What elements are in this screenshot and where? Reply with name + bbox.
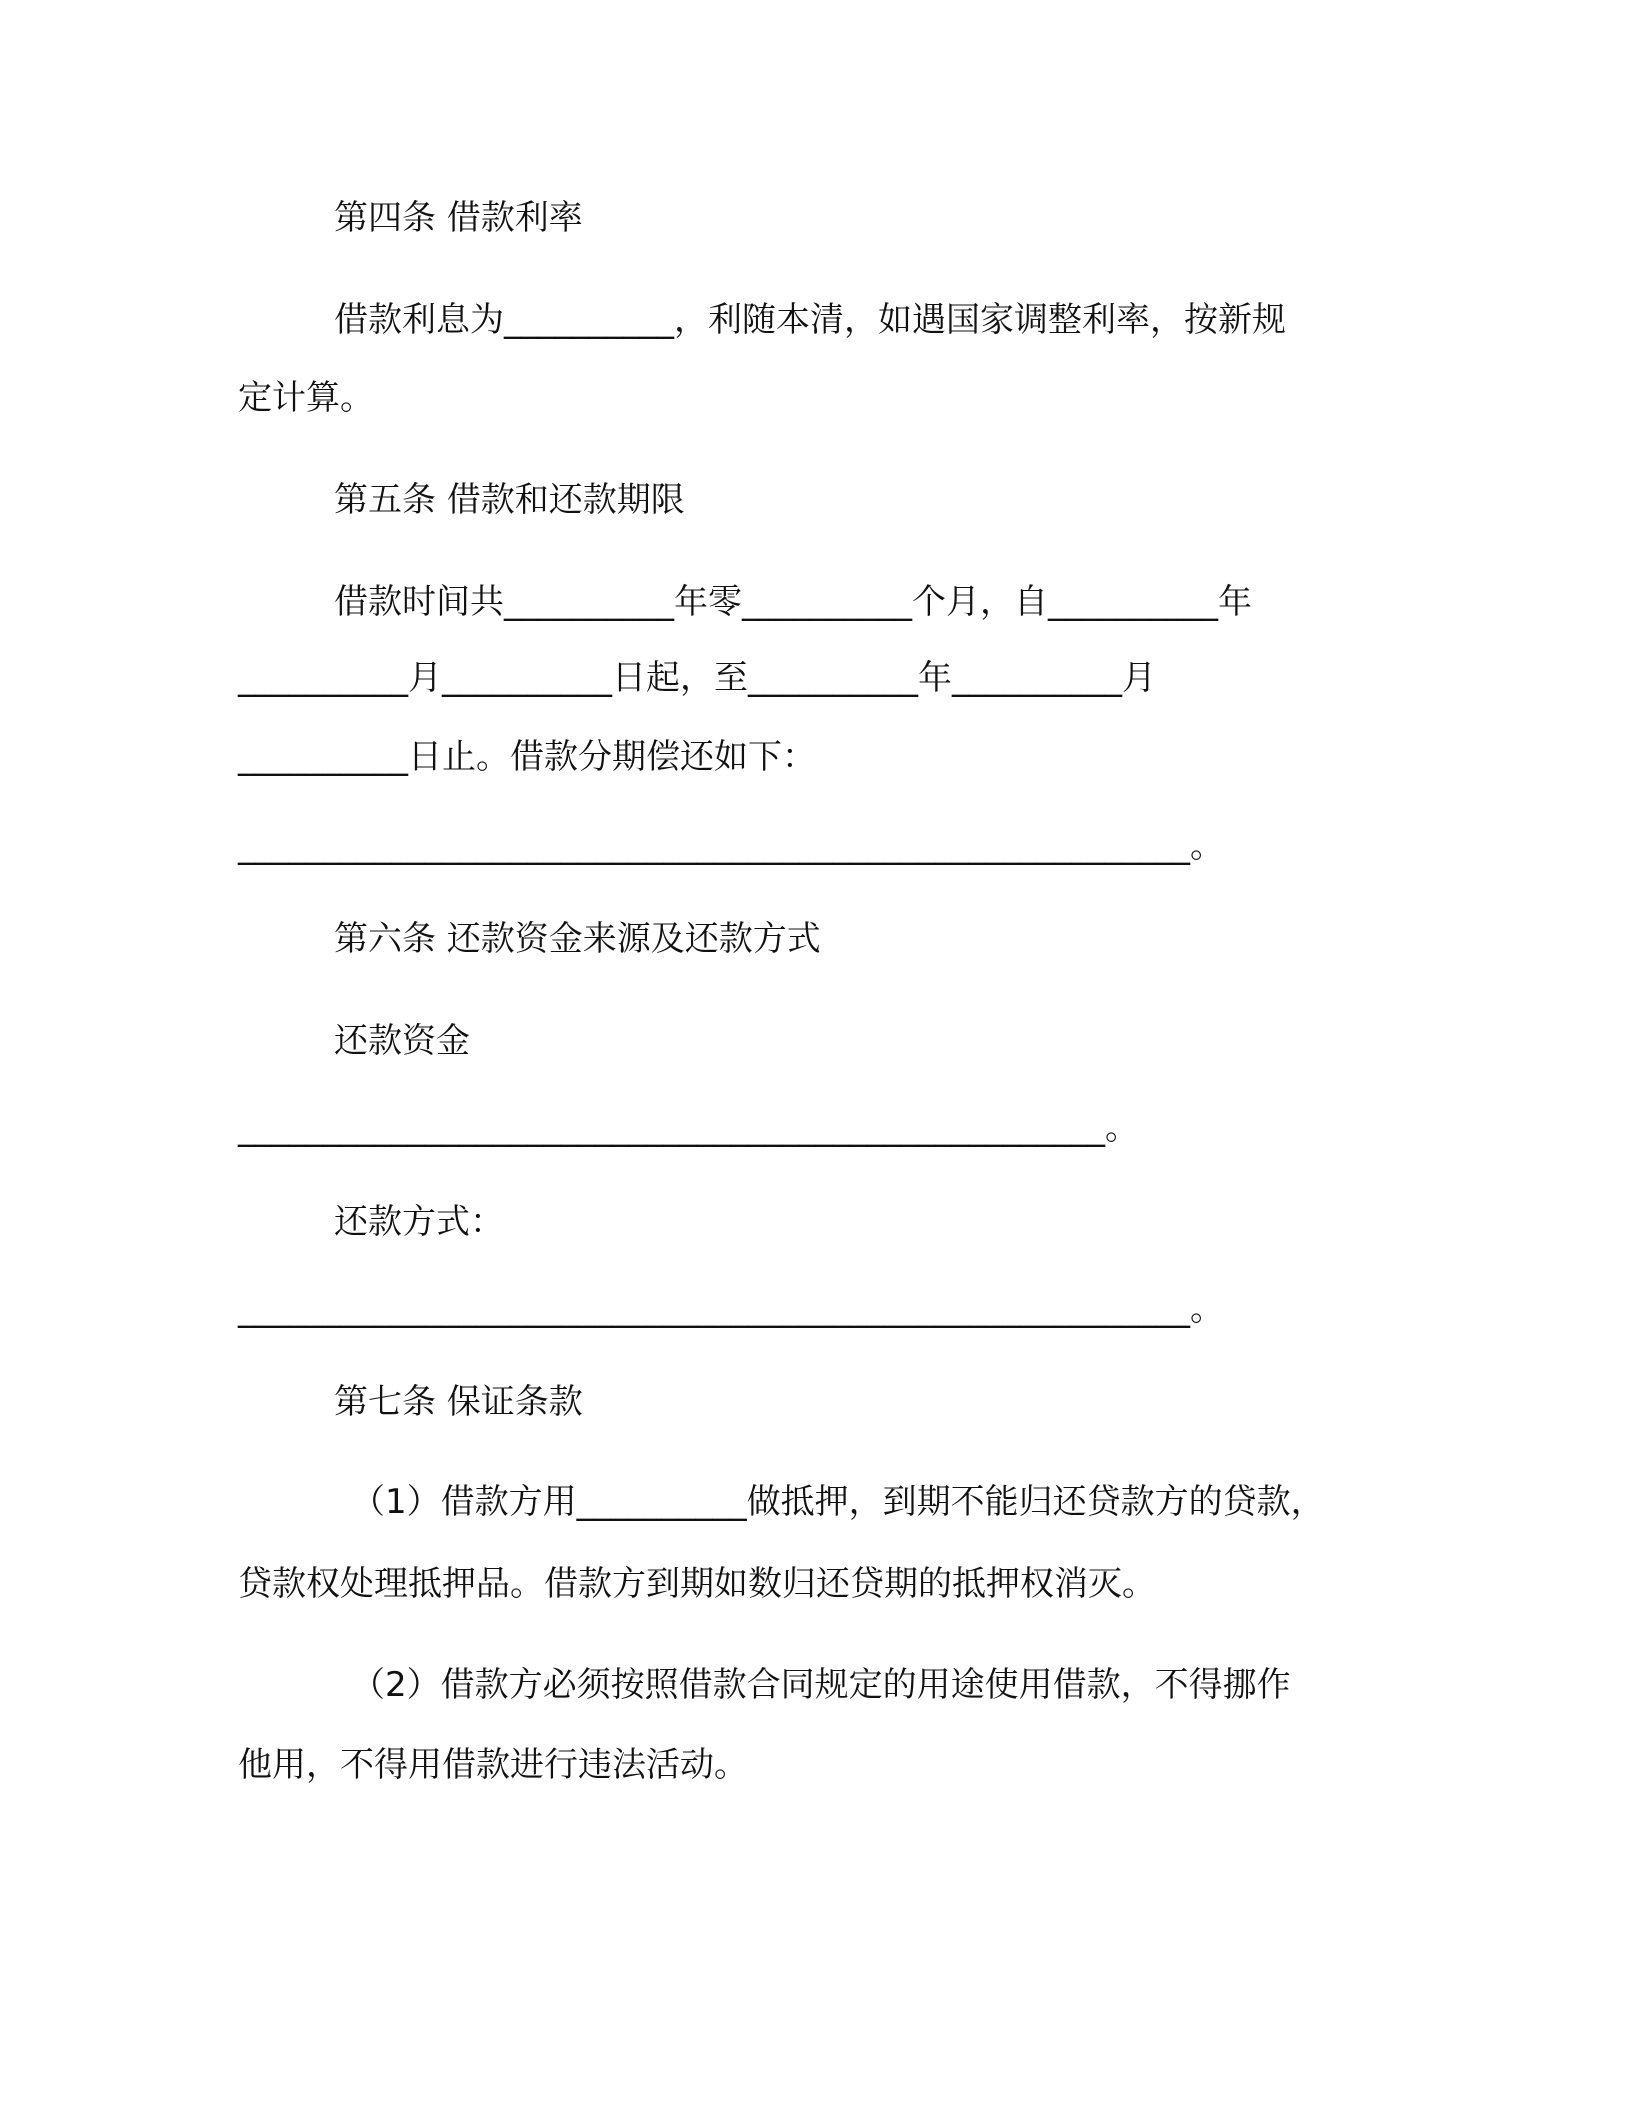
article-5-repayment-blank: ________________________________________________________。 xyxy=(238,826,1224,866)
article-5-text-line-2: __________月__________日起，至__________年__________月 xyxy=(238,658,1156,698)
clause-2-line-1: （2）借款方必须按照借款合同规定的用途使用借款，不得挪作 xyxy=(351,1665,1291,1705)
clause-1-line-1: （1）借款方用__________做抵押，到期不能归还贷款方的贷款， xyxy=(351,1482,1325,1522)
article-7-heading: 第七条 保证条款 xyxy=(334,1382,583,1422)
clause-1-line-2: 贷款权处理抵押品。借款方到期如数归还贷期的抵押权消灭。 xyxy=(238,1564,1156,1604)
article-4-text-line-1: 借款利息为__________，利随本清，如遇国家调整利率，按新规 xyxy=(334,300,1286,340)
clause-2-line-2: 他用，不得用借款进行违法活动。 xyxy=(238,1745,748,1785)
repayment-funds-blank: ___________________________________________________。 xyxy=(238,1108,1139,1148)
article-4-heading: 第四条 借款利率 xyxy=(334,198,583,238)
article-4-text-line-2: 定计算。 xyxy=(238,378,374,418)
article-5-text-line-3: __________日止。借款分期偿还如下： xyxy=(238,737,816,777)
repayment-method-label: 还款方式： xyxy=(334,1202,504,1242)
repayment-funds-label: 还款资金 xyxy=(334,1021,470,1061)
repayment-method-blank: ________________________________________________________。 xyxy=(238,1289,1224,1329)
article-5-heading: 第五条 借款和还款期限 xyxy=(334,480,685,520)
article-5-text-line-1: 借款时间共__________年零__________个月，自__________年 xyxy=(334,582,1252,622)
article-6-heading: 第六条 还款资金来源及还款方式 xyxy=(334,919,821,959)
